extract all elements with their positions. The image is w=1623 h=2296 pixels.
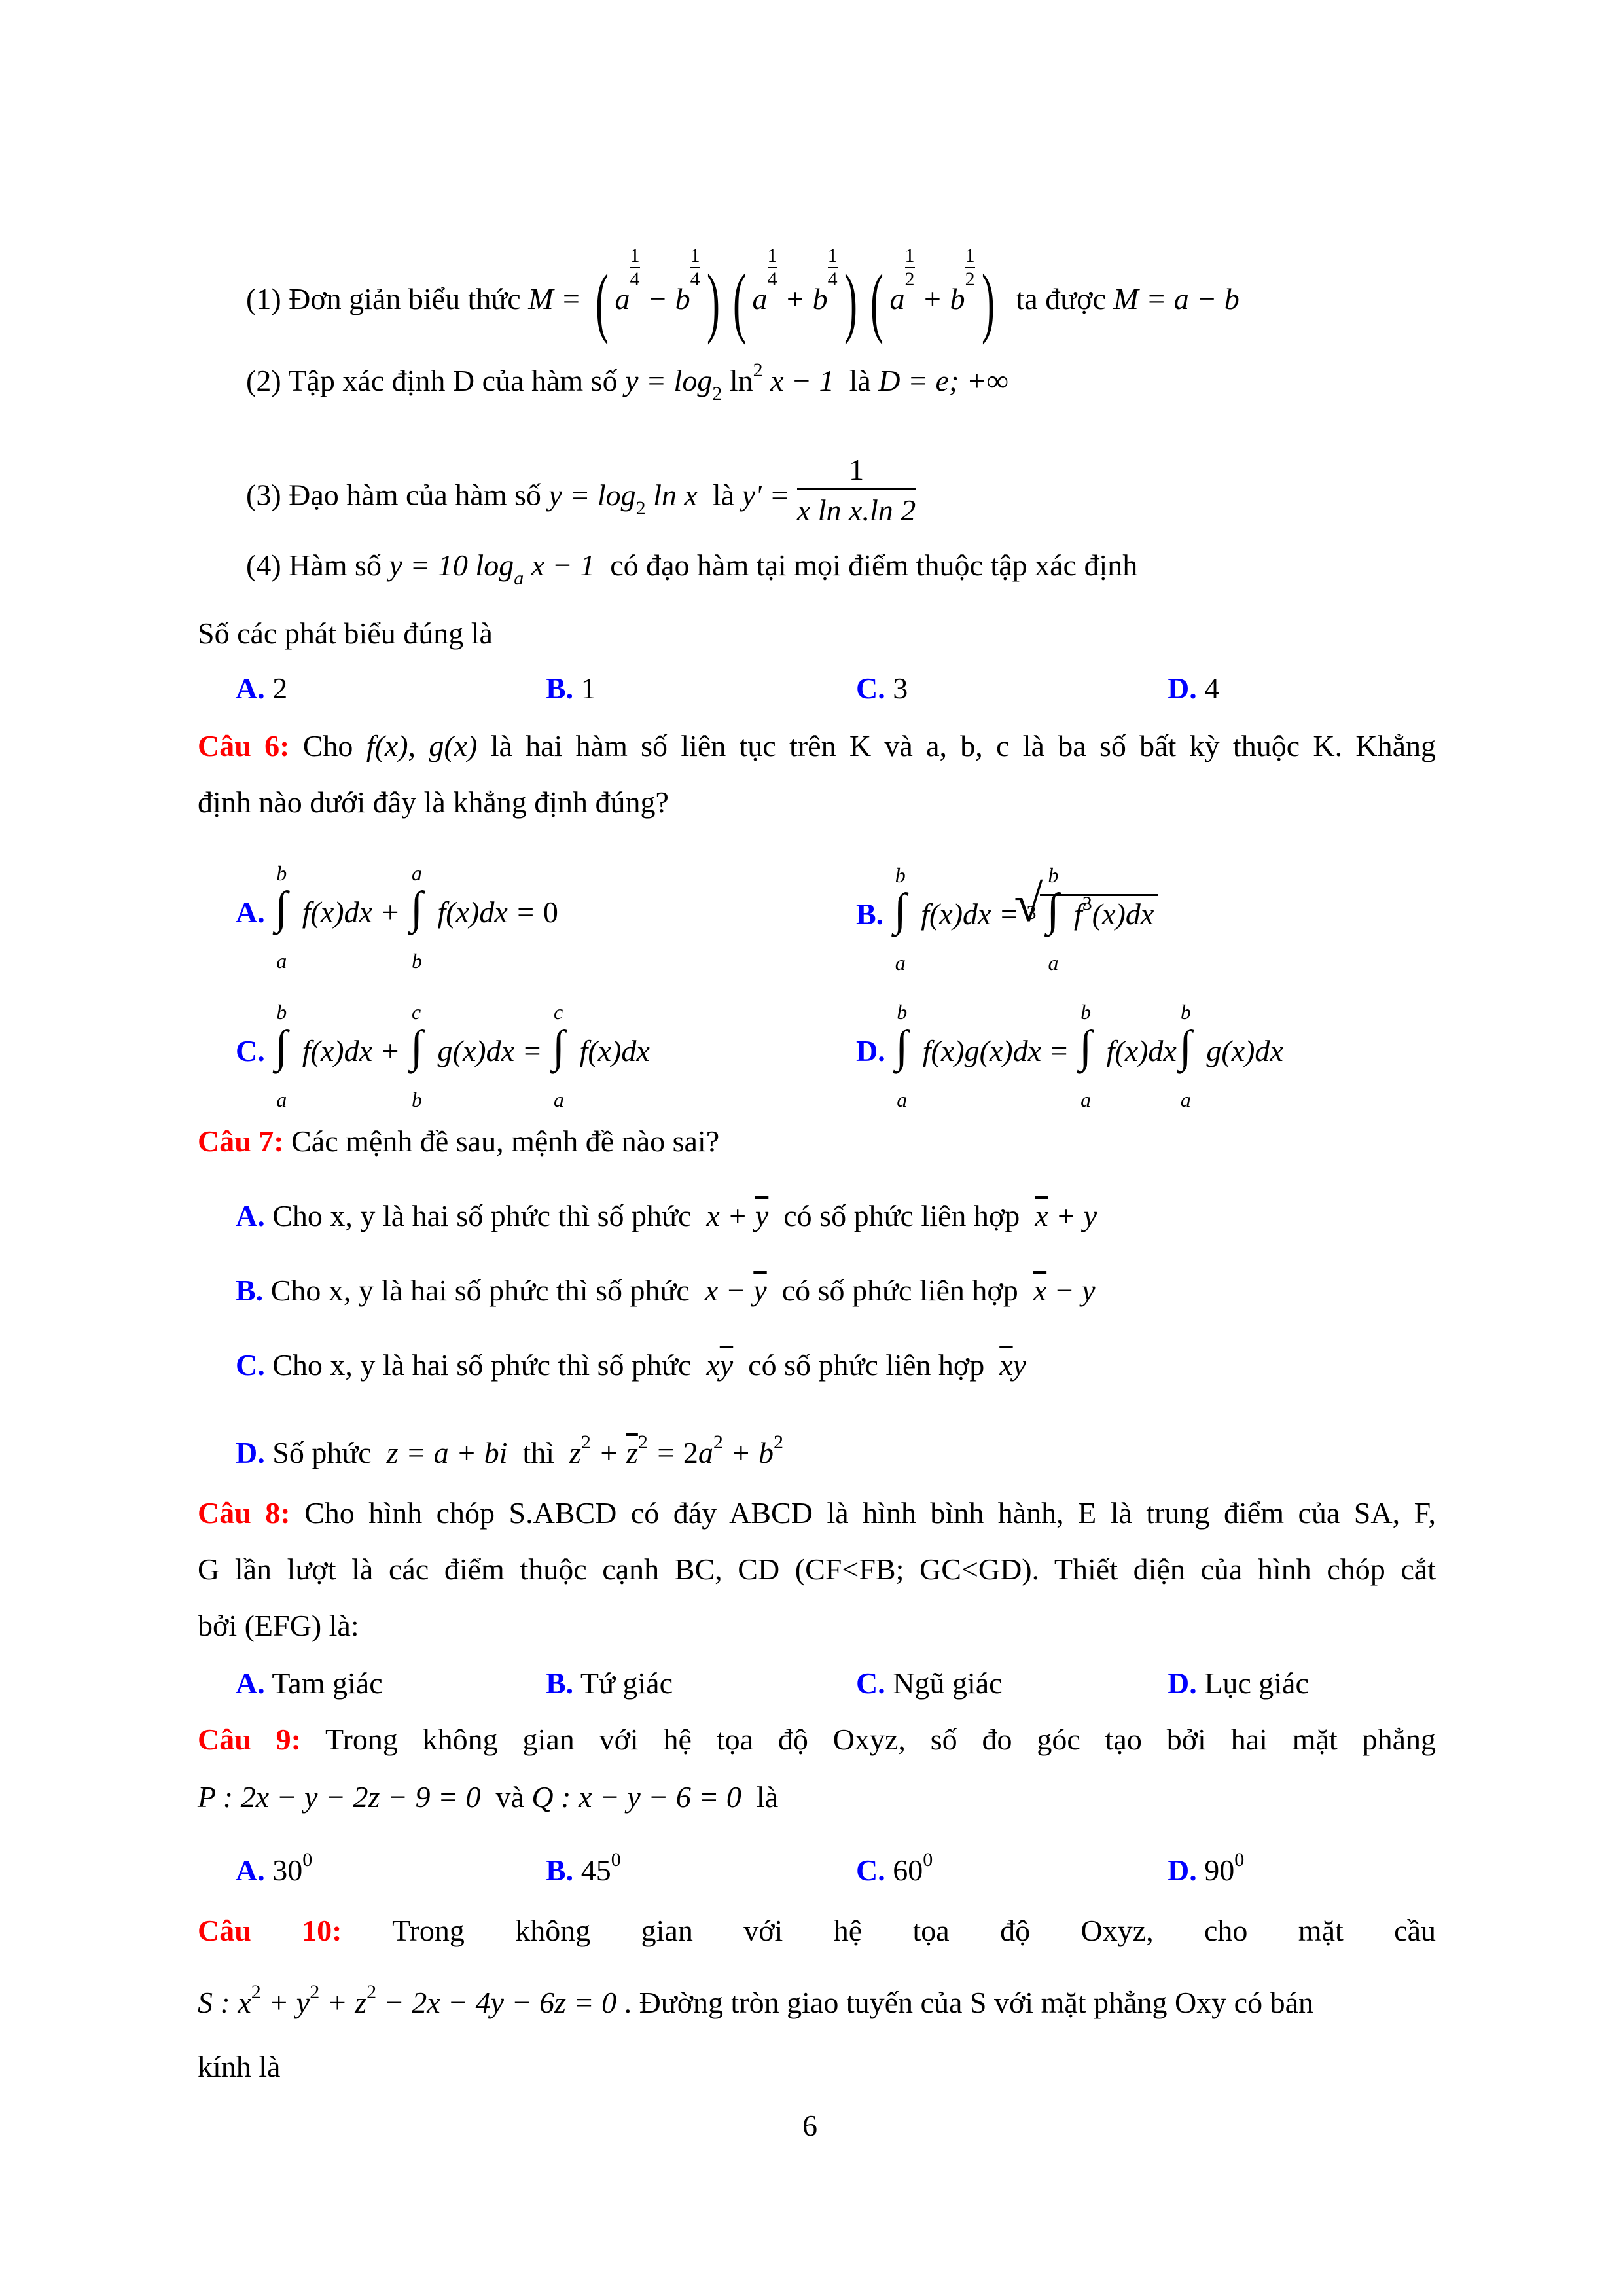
statement-2 [246,359,1008,404]
q8-option-b[interactable]: B. Tứ giác [546,1666,673,1700]
statement-2-label: (2) Tập xác định D của hàm số [246,364,618,397]
q8-line-3: bởi (EFG) là: [198,1609,359,1642]
statement-2-result: D = e; +∞ [878,364,1008,397]
q5-option-b[interactable]: B. 1 [546,672,596,705]
q7-option-a[interactable]: A. Cho x, y là hai số phức thì số phức $x + \overline{y}$ có số phức liên hợp $\overline{x} + y$ [236,1199,1097,1232]
q7-option-c[interactable]: C. Cho x, y là hai số phức thì số phức $x\overline{y}$ có số phức liên hợp $\overline{x}y$ [236,1348,1027,1382]
q6-line-1: Câu 6: Cho f(x), g(x) là hai hàm số liên tục trên K và a, b, c là ba số bất kỳ thuộc K. Khẳng [198,729,1436,762]
q10-number: Câu 10: [198,1914,342,1947]
page-number: 6 [802,2109,817,2142]
q6-number: Câu 6: [198,729,290,762]
statement-1-label: (1) Đơn giản biểu thức [246,282,521,315]
q6-option-b[interactable]: B. b ∫ a f(x)dx = 3 √ b ∫ a $f^3(x)dx$ [856,894,1158,935]
statement-1-result-label: ta được [1016,282,1106,315]
q9-number: Câu 9: [198,1723,301,1756]
q7-option-d[interactable]: D. Số phức z = a + bi thì $z^2 + \overline{z}^2 = 2a^2 + b^2$ [236,1431,783,1469]
statement-2-expr: $y = \log_2 \ln^2 x - 1$ [625,359,834,404]
q7-number: Câu 7: [198,1124,284,1158]
q8-line-2: G lần lượt là các điểm thuộc cạnh BC, CD (CF<FB; GC<GD). Thiết diện của hình chóp cắt [198,1552,1436,1586]
q10-line-2: S : $x^2 + y^2 + z^2 - 2x - 4y - 6z = 0$ . Đường tròn giao tuyến của S với mặt phẳng Oxy có bán [198,1981,1314,2019]
statement-3-expr: $y = \log_2 \ln x$ [548,478,698,519]
q9-option-c[interactable]: C. $60^0$ [856,1849,933,1887]
q9-line-1: Câu 9: Trong không gian với hệ tọa độ Oxyz, số đo góc tạo bởi hai mặt phẳng [198,1723,1436,1756]
q10-line-1: Câu 10: Trong không gian với hệ tọa độ Oxyz, cho mặt cầu [198,1914,1436,1947]
statement-1-result: M = a − b [1113,282,1240,315]
statement-4-tail: có đạo hàm tại mọi điểm thuộc tập xác định [610,548,1138,582]
q8-line-1: Câu 8: Cho hình chóp S.ABCD có đáy ABCD là hình bình hành, E là trung điểm của SA, F, [198,1496,1436,1530]
statement-1 [246,245,1240,346]
q5-prompt: Số các phát biểu đúng là [198,617,493,650]
q6-option-c[interactable]: C. b ∫ a f(x)dx + c ∫ b g(x)dx = c ∫ a f(x)dx [236,1000,650,1112]
statement-3-label: (3) Đạo hàm của hàm số [246,478,541,512]
q6-option-a[interactable]: A. b ∫ a f(x)dx + a ∫ b f(x)dx = 0 [236,861,558,973]
statement-3-derivative: y' = $\frac{1}{\text{x ln x.ln 2}}$ [742,478,916,512]
q8-option-a[interactable]: A. Tam giác [236,1666,383,1700]
q8-option-d[interactable]: D. Lục giác [1168,1666,1309,1700]
q7-line: Câu 7: Các mệnh đề sau, mệnh đề nào sai? [198,1124,720,1158]
statement-4 [246,547,1138,589]
q7-option-b[interactable]: B. Cho x, y là hai số phức thì số phức $x - \overline{y}$ có số phức liên hợp $\overline{x} - y$ [236,1274,1096,1307]
statement-3 [246,453,916,537]
q5-option-c[interactable]: C. 3 [856,672,908,705]
q6-option-d[interactable]: D. b ∫ a f(x)g(x)dx = b ∫ a f(x)dx b ∫ a g(x)dx [856,1000,1283,1112]
q9-option-d[interactable]: D. $90^0$ [1168,1849,1245,1887]
q8-number: Câu 8: [198,1496,291,1530]
q9-line-2: P : 2x − y − 2z − 9 = 0 và Q : x − y − 6 = 0 là [198,1780,779,1814]
statement-1-expr: M = ( a $\frac{1}{4}$ − b $\frac{1}{4}$ ) ( a $\frac{1}{4}$ + b $\frac{1}{4}$ ) ( a $\frac{1}{2}$ + b $\frac{1}{2}$ ) [528,245,995,346]
statement-4-label: (4) Hàm số [246,548,382,582]
q5-option-a[interactable]: A. 2 [236,672,288,705]
q10-line-3: kính là [198,2050,281,2083]
statement-4-expr: y = 10 $\log_a x - 1$ [389,548,596,589]
statement-2-mid: là [849,364,871,397]
q9-option-a[interactable]: A. $30^0$ [236,1849,313,1887]
statement-3-mid: là [712,478,735,512]
q9-option-b[interactable]: B. $45^0$ [546,1849,621,1887]
q5-option-d[interactable]: D. 4 [1168,672,1220,705]
q8-option-c[interactable]: C. Ngũ giác [856,1666,1003,1700]
q6-line-2: định nào dưới đây là khẳng định đúng? [198,785,669,819]
